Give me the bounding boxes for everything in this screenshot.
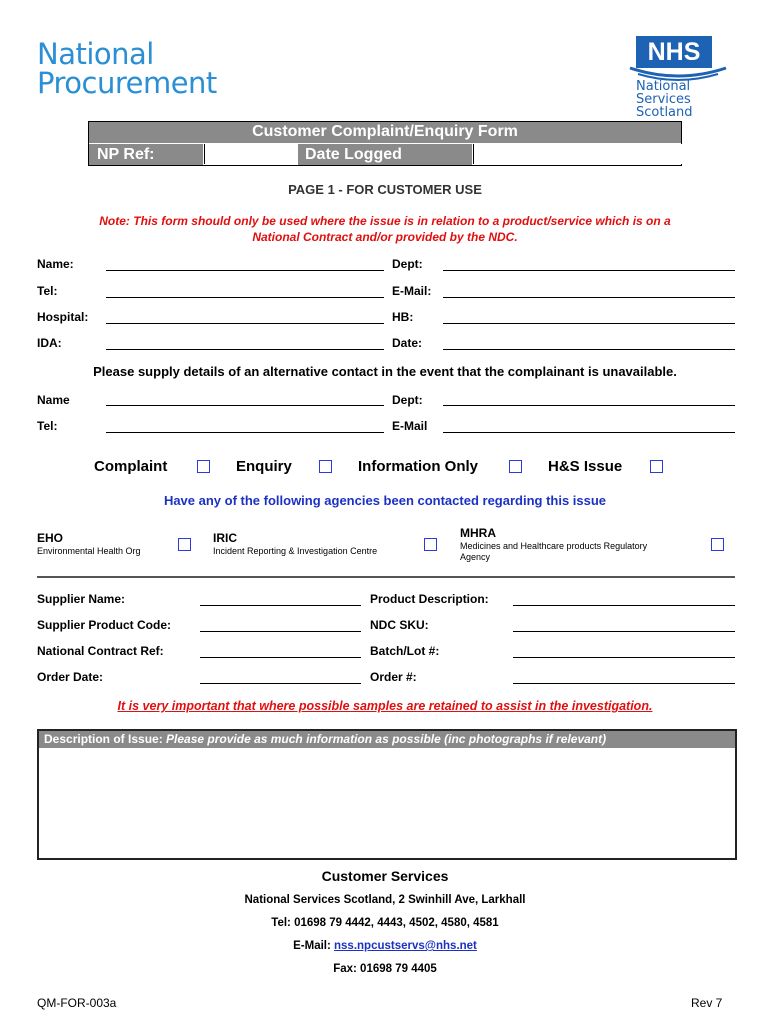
logo-line-1: National: [37, 37, 154, 71]
hs-issue-checkbox[interactable]: [650, 460, 663, 473]
description-box: [37, 729, 737, 860]
complaint-label: Complaint: [94, 458, 168, 475]
date-field[interactable]: [443, 349, 735, 350]
agencies-question: Have any of the following agencies been contacted regarding this issue: [163, 493, 607, 508]
enquiry-checkbox[interactable]: [319, 460, 332, 473]
supplier-name-field[interactable]: [200, 605, 361, 606]
batch-lot-label: Batch/Lot #:: [370, 644, 440, 658]
footer-email-line: [0, 940, 770, 952]
ida-field[interactable]: [106, 349, 384, 350]
alt-tel-field[interactable]: [106, 432, 384, 433]
product-description-label: Product Description:: [370, 592, 489, 606]
name-field[interactable]: [106, 270, 384, 271]
iric-checkbox[interactable]: [424, 538, 437, 551]
alt-email-label: E-Mail: [392, 419, 428, 433]
alt-tel-label: Tel:: [37, 419, 58, 433]
email-field[interactable]: [443, 297, 735, 298]
hb-label: HB:: [392, 310, 414, 324]
order-no-field[interactable]: [513, 683, 735, 684]
ndc-sku-label: NDC SKU:: [370, 618, 429, 632]
description-label: Description of Issue:: [44, 732, 163, 746]
page-heading: PAGE 1 - FOR CUSTOMER USE: [288, 182, 482, 197]
order-date-field[interactable]: [200, 683, 361, 684]
email-label: E-Mail:: [392, 284, 432, 298]
revision: Rev 7: [691, 996, 723, 1010]
hb-field[interactable]: [443, 323, 735, 324]
samples-notice: It is very important that where possible samples are retained to assist in the investigation.: [117, 699, 653, 713]
product-description-field[interactable]: [513, 605, 735, 606]
nhs-logo-text: National Services Scotland: [636, 79, 693, 120]
name-label: Name:: [37, 257, 74, 271]
footer-address: National Services Scotland, 2 Swinhill Ave, Larkhall: [244, 894, 526, 906]
logo-line-2: Procurement: [37, 66, 217, 100]
batch-lot-field[interactable]: [513, 657, 735, 658]
national-contract-ref-field[interactable]: [200, 657, 361, 658]
eho-full-name: Environmental Health Org: [37, 546, 141, 556]
customer-services-heading: Customer Services: [321, 868, 449, 884]
iric-label: IRIC: [213, 531, 237, 545]
usage-note: Note: This form should only be used where the issue is in relation to a product/service which is on a National Contract and/or provided by the NDC.: [99, 214, 671, 244]
alt-dept-field[interactable]: [443, 405, 735, 406]
footer-email-label: E-Mail:: [293, 940, 331, 952]
information-only-label: Information Only: [358, 458, 478, 475]
form-header-table: [88, 121, 682, 166]
hs-issue-label: H&S Issue: [548, 458, 623, 475]
mhra-label: MHRA: [460, 526, 496, 540]
hospital-label: Hospital:: [37, 310, 89, 324]
section-divider: [37, 576, 735, 578]
eho-label: EHO: [37, 531, 64, 545]
np-ref-field[interactable]: [204, 144, 299, 164]
mhra-full-name: Medicines and Healthcare products Regulatory Agency: [460, 541, 648, 562]
national-procurement-logo: [37, 37, 217, 100]
footer-email-link[interactable]: nss.npcustservs@nhs.net: [334, 940, 477, 952]
supplier-product-code-label: Supplier Product Code:: [37, 618, 172, 632]
ndc-sku-field[interactable]: [513, 631, 735, 632]
enquiry-label: Enquiry: [236, 458, 292, 475]
hospital-field[interactable]: [106, 323, 384, 324]
tel-field[interactable]: [106, 297, 384, 298]
alt-dept-label: Dept:: [392, 393, 423, 407]
date-logged-field[interactable]: [473, 144, 682, 164]
dept-label: Dept:: [392, 257, 423, 271]
mhra-checkbox[interactable]: [711, 538, 724, 551]
description-textarea[interactable]: [39, 748, 735, 858]
dept-field[interactable]: [443, 270, 735, 271]
document-code: QM-FOR-003a: [37, 996, 117, 1010]
date-label: Date:: [392, 336, 423, 350]
order-no-label: Order #:: [370, 670, 417, 684]
supplier-name-label: Supplier Name:: [37, 592, 126, 606]
tel-label: Tel:: [37, 284, 58, 298]
alt-name-label: Name: [37, 393, 70, 407]
complaint-checkbox[interactable]: [197, 460, 210, 473]
order-date-label: Order Date:: [37, 670, 104, 684]
alt-email-field[interactable]: [443, 432, 735, 433]
nhs-logo: NHS: [636, 36, 712, 68]
description-header: [39, 731, 735, 748]
national-contract-ref-label: National Contract Ref:: [37, 644, 164, 658]
iric-full-name: Incident Reporting & Investigation Centre: [213, 546, 378, 556]
information-only-checkbox[interactable]: [509, 460, 522, 473]
footer-fax: Fax: 01698 79 4405: [333, 963, 437, 975]
np-ref-label: NP Ref:: [89, 144, 203, 165]
footer-tel: Tel: 01698 79 4442, 4443, 4502, 4580, 4581: [271, 917, 499, 929]
ida-label: IDA:: [37, 336, 62, 350]
description-hint: Please provide as much information as possible (inc photographs if relevant): [166, 732, 607, 746]
date-logged-label: Date Logged: [298, 144, 472, 165]
alt-contact-heading: Please supply details of an alternative contact in the event that the complainant is unavailable.: [93, 364, 677, 379]
eho-checkbox[interactable]: [178, 538, 191, 551]
alt-name-field[interactable]: [106, 405, 384, 406]
form-title: Customer Complaint/Enquiry Form: [252, 123, 518, 140]
supplier-product-code-field[interactable]: [200, 631, 361, 632]
